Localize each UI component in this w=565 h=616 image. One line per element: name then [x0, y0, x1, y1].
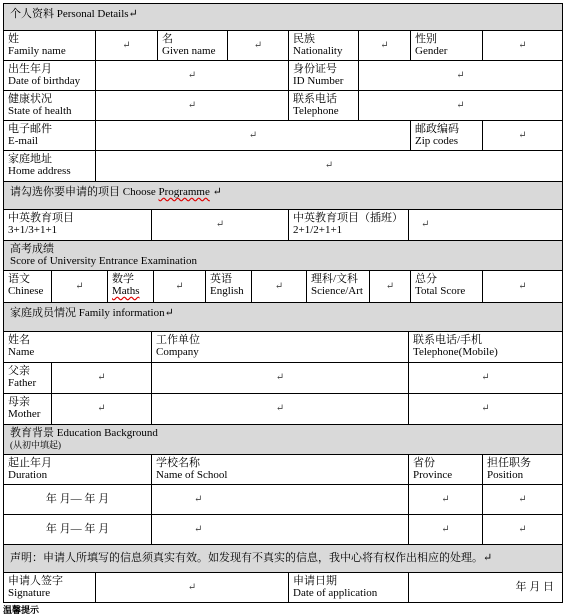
- label-zh: 担任职务: [487, 457, 531, 469]
- label-zh: 申请人签字: [8, 575, 63, 587]
- input-application-date[interactable]: 年 月 日: [515, 581, 554, 593]
- label-en: Gender: [415, 45, 448, 57]
- label-en: E-mail: [8, 135, 38, 147]
- label-zh: 省份: [413, 457, 435, 469]
- paragraph-mark-icon: ↵: [122, 39, 131, 51]
- label-en: Name of School: [156, 469, 228, 481]
- paragraph-mark-icon: ↵: [456, 99, 465, 111]
- label-mother: [4, 394, 52, 424]
- application-form: [3, 3, 563, 615]
- label-english: [206, 271, 252, 302]
- row-mother: [3, 394, 563, 425]
- label-gender: [411, 31, 483, 60]
- label-nationality: [289, 31, 359, 60]
- input-duration-2[interactable]: 年 月— 年 月: [4, 515, 152, 544]
- label-en: Signature: [8, 587, 51, 599]
- label-en: 2+1/2+1+1: [293, 224, 343, 236]
- paragraph-mark-icon: ↵: [97, 403, 106, 414]
- label-health: [4, 91, 96, 120]
- label-zh: 高考成绩: [10, 243, 54, 255]
- input-science-art[interactable]: [370, 271, 411, 302]
- label-id-number: [289, 61, 359, 90]
- row-father: [3, 363, 563, 394]
- declaration-text: 声明：申请人所填写的信息须真实有效。如发现有不真实的信息，我中心将有权作出相应的处理。↵: [10, 552, 493, 564]
- input-father-name[interactable]: [52, 363, 152, 393]
- label-zh: 学校名称: [156, 457, 200, 469]
- col-duration: [4, 455, 152, 484]
- label-en: (从初中填起): [10, 440, 61, 450]
- label-en: Home address: [8, 165, 71, 177]
- label-en: Given name: [162, 45, 216, 57]
- input-mother-phone[interactable]: [409, 394, 562, 424]
- row-health: [3, 91, 563, 121]
- paragraph-mark-icon: ↵: [212, 186, 222, 198]
- label-zh: 母亲: [8, 396, 30, 408]
- row-education-2: [3, 515, 563, 545]
- paragraph-mark-icon: ↵: [275, 372, 285, 383]
- label-zh: 教育背景 Education Background: [10, 427, 158, 439]
- label-programme-2: [289, 210, 409, 240]
- input-school-2[interactable]: [152, 515, 409, 544]
- input-health[interactable]: [96, 91, 289, 120]
- declaration: [3, 545, 563, 573]
- label-zh: 出生年月: [8, 63, 52, 75]
- paragraph-mark-icon: ↵: [215, 219, 225, 230]
- label-en: Province: [413, 469, 453, 481]
- input-mother-name[interactable]: [52, 394, 152, 424]
- paragraph-mark-icon: ↵: [456, 69, 465, 81]
- section-title: 个人资料 Personal Details: [10, 8, 129, 20]
- col-name: [4, 332, 152, 362]
- paragraph-mark-icon: ↵: [187, 99, 197, 111]
- label-en: Date of application: [293, 587, 378, 599]
- input-school-1[interactable]: [152, 485, 409, 514]
- paragraph-mark-icon: ↵: [481, 403, 490, 414]
- paragraph-mark-icon: ↵: [175, 280, 184, 292]
- label-zh: 民族: [293, 33, 315, 45]
- row-score: [3, 271, 563, 303]
- checkbox-programme-1[interactable]: [152, 210, 289, 240]
- input-signature[interactable]: [96, 573, 289, 602]
- label-en: Score of University Entrance Examination: [10, 255, 197, 267]
- label-zh: 性别: [415, 33, 437, 45]
- col-phone: [409, 332, 562, 362]
- paragraph-mark-icon: ↵: [518, 523, 527, 535]
- label-en: Company: [156, 346, 199, 358]
- label-en: ID Number: [293, 75, 344, 87]
- label-en: Nationality: [293, 45, 343, 57]
- label-zh: 家庭地址: [8, 153, 52, 165]
- paragraph-mark-icon: ↵: [324, 160, 334, 171]
- label-chinese: [4, 271, 52, 302]
- section-title-en: Programme: [158, 186, 210, 198]
- family-header: [3, 303, 563, 332]
- label-zh: 工作单位: [156, 334, 200, 346]
- label-zh: 申请日期: [293, 575, 337, 587]
- input-duration-1[interactable]: 年 月— 年 月: [4, 485, 152, 514]
- label-en: Chinese: [8, 285, 44, 297]
- input-birth[interactable]: [96, 61, 289, 90]
- input-english[interactable]: [252, 271, 307, 302]
- paragraph-mark-icon: ↵: [421, 219, 430, 230]
- input-position-1[interactable]: [483, 485, 562, 514]
- input-father-company[interactable]: [152, 363, 409, 393]
- label-address: [4, 151, 96, 181]
- label-given-name: [158, 31, 228, 60]
- col-province: [409, 455, 483, 484]
- paragraph-mark-icon: ↵: [385, 280, 395, 292]
- label-en: Science/Art: [311, 285, 363, 297]
- label-email: [4, 121, 96, 150]
- label-zh: 姓名: [8, 334, 30, 346]
- row-email: [3, 121, 563, 151]
- paragraph-mark-icon: ↵: [483, 552, 493, 564]
- label-en: Position: [487, 469, 524, 481]
- score-header: [3, 241, 563, 271]
- label-zip: [411, 121, 483, 150]
- input-province-2[interactable]: [409, 515, 483, 544]
- label-en: 3+1/3+1+1: [8, 224, 58, 236]
- paragraph-mark-icon: ↵: [253, 39, 263, 51]
- input-given-name[interactable]: [228, 31, 289, 60]
- paragraph-mark-icon: ↵: [128, 8, 138, 20]
- label-zh: 身份证号: [293, 63, 337, 75]
- label-zh: 数学: [112, 273, 134, 285]
- label-zh: 健康状况: [8, 93, 52, 105]
- education-title: [4, 425, 562, 454]
- paragraph-mark-icon: ↵: [194, 524, 203, 535]
- section-title: 请勾选你要申请的项目 Choose: [10, 186, 156, 198]
- label-en: Date of birthday: [8, 75, 81, 87]
- label-telephone: [289, 91, 359, 120]
- col-school: [152, 455, 409, 484]
- paragraph-mark-icon: ↵: [518, 39, 527, 51]
- paragraph-mark-icon: ↵: [441, 493, 450, 505]
- row-name: [3, 31, 563, 61]
- education-header: [3, 425, 563, 455]
- paragraph-mark-icon: ↵: [75, 280, 84, 292]
- section-title: 家庭成员情况 Family information: [10, 307, 165, 319]
- row-signature: [3, 573, 563, 603]
- input-chinese[interactable]: [52, 271, 108, 302]
- label-zh: 邮政编码: [415, 123, 459, 135]
- paragraph-mark-icon: ↵: [441, 523, 450, 535]
- input-position-2[interactable]: [483, 515, 562, 544]
- row-programme: [3, 210, 563, 241]
- input-zip[interactable]: [483, 121, 562, 150]
- programme-header: [3, 182, 563, 210]
- input-id-number[interactable]: [359, 61, 562, 90]
- label-en: Father: [8, 377, 37, 389]
- paragraph-mark-icon: ↵: [187, 581, 197, 593]
- label-en: Mother: [8, 408, 41, 420]
- label-en: Maths: [112, 285, 140, 297]
- input-total-score[interactable]: [483, 271, 562, 302]
- label-zh: 起止年月: [8, 457, 52, 469]
- label-zh: 中英教育项目: [8, 212, 74, 224]
- label-father: [4, 363, 52, 393]
- row-education-1: [3, 485, 563, 515]
- input-nationality[interactable]: [359, 31, 411, 60]
- label-en: Name: [8, 346, 35, 358]
- input-mother-company[interactable]: [152, 394, 409, 424]
- input-province-1[interactable]: [409, 485, 483, 514]
- input-father-phone[interactable]: [409, 363, 562, 393]
- footer-note: 温馨提示: [3, 605, 40, 615]
- label-birth: [4, 61, 96, 90]
- label-zh: 英语: [210, 273, 232, 285]
- paragraph-mark-icon: ↵: [481, 372, 490, 383]
- label-en: Zip codes: [415, 135, 459, 147]
- paragraph-mark-icon: ↵: [97, 372, 106, 383]
- row-education-head: [3, 455, 563, 485]
- label-science-art: [307, 271, 370, 302]
- label-zh: 总分: [415, 273, 437, 285]
- checkbox-programme-2[interactable]: [409, 210, 562, 240]
- label-programme-1: [4, 210, 152, 240]
- row-address: [3, 151, 563, 182]
- col-company: [152, 332, 409, 362]
- label-zh: 电子邮件: [8, 123, 52, 135]
- paragraph-mark-icon: ↵: [518, 493, 527, 505]
- label-en: Telephone: [293, 105, 339, 117]
- paragraph-mark-icon: ↵: [380, 39, 389, 51]
- input-family-name[interactable]: [96, 31, 158, 60]
- paragraph-mark-icon: ↵: [248, 129, 258, 141]
- label-en: Telephone(Mobile): [413, 346, 498, 358]
- label-application-date: [289, 573, 409, 602]
- label-en: Duration: [8, 469, 48, 481]
- label-zh: 中英教育项目（插班）: [293, 212, 403, 224]
- label-zh: 姓: [8, 33, 19, 45]
- paragraph-mark-icon: ↵: [518, 280, 527, 292]
- label-zh: 联系电话: [293, 93, 337, 105]
- row-family-head: [3, 332, 563, 363]
- label-en: Family name: [8, 45, 66, 57]
- paragraph-mark-icon: ↵: [274, 280, 284, 292]
- input-email[interactable]: [96, 121, 411, 150]
- paragraph-mark-icon: ↵: [194, 494, 203, 505]
- col-position: [483, 455, 562, 484]
- label-en: Total Score: [415, 285, 466, 297]
- label-family-name: [4, 31, 96, 60]
- input-maths[interactable]: [154, 271, 206, 302]
- personal-details-header: [3, 3, 563, 31]
- label-total-score: [411, 271, 483, 302]
- label-zh: 理科/文科: [311, 273, 359, 285]
- row-birth: [3, 61, 563, 91]
- label-zh: 联系电话/手机: [413, 334, 483, 346]
- paragraph-mark-icon: ↵: [187, 69, 197, 81]
- label-en: English: [210, 285, 244, 297]
- label-signature: [4, 573, 96, 602]
- input-address[interactable]: [96, 151, 562, 181]
- input-gender[interactable]: [483, 31, 562, 60]
- paragraph-mark-icon: ↵: [275, 403, 285, 414]
- paragraph-mark-icon: ↵: [164, 307, 174, 319]
- label-zh: 名: [162, 33, 173, 45]
- label-zh: 父亲: [8, 365, 30, 377]
- label-maths: [108, 271, 154, 302]
- input-telephone[interactable]: [359, 91, 562, 120]
- paragraph-mark-icon: ↵: [518, 129, 527, 141]
- label-zh: 语文: [8, 273, 30, 285]
- score-title: [4, 241, 562, 270]
- label-en: State of health: [8, 105, 72, 117]
